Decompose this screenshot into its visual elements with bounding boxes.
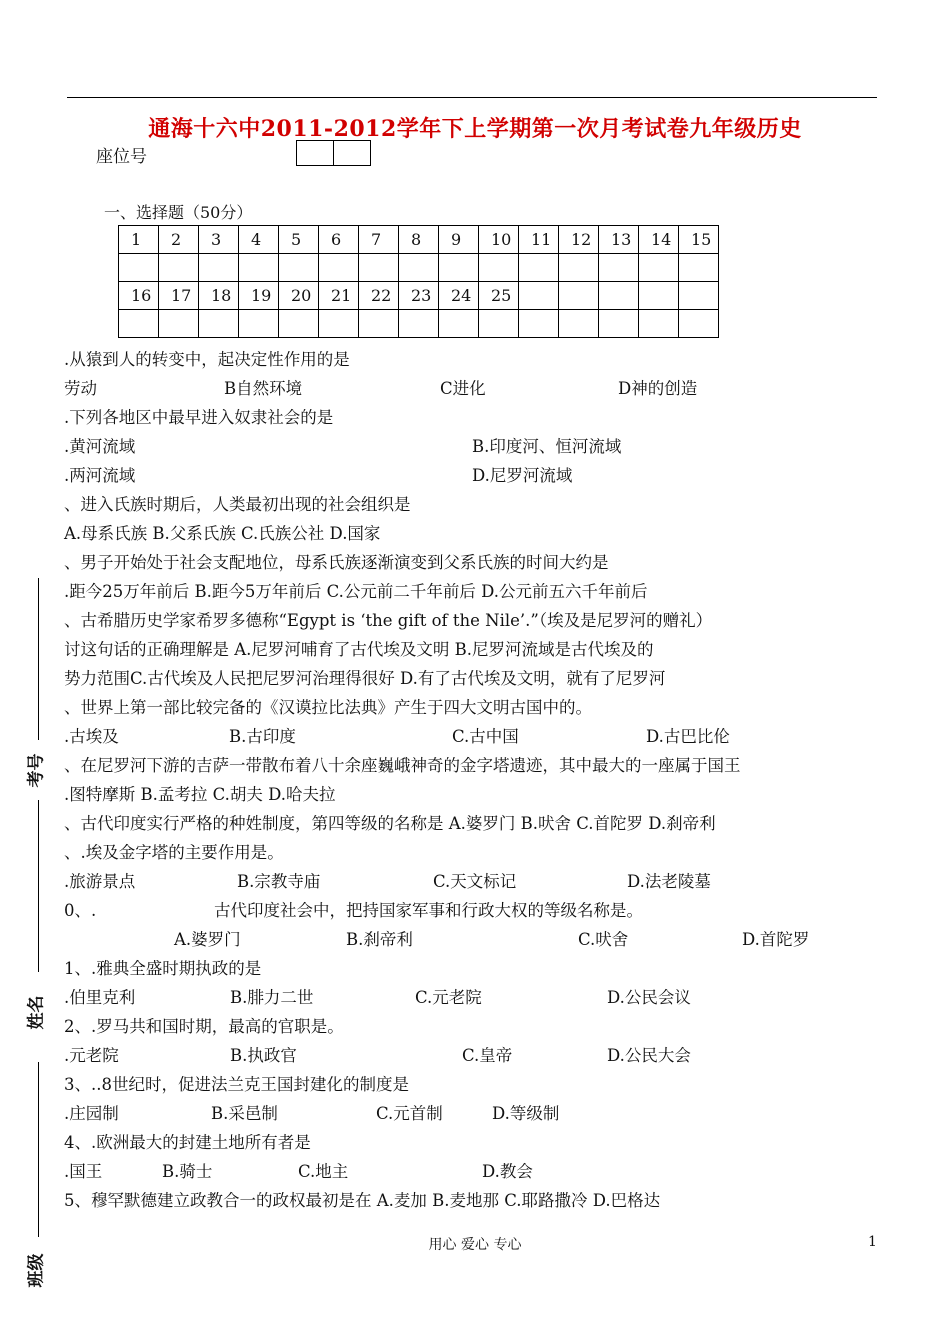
option-c: C.元首制 [376, 1104, 443, 1123]
question-7-stem: 、在尼罗河下游的吉萨一带散布着八十余座巍峨神奇的金字塔遗迹，其中最大的一座属于国王 [64, 756, 741, 775]
option-d: D.公民大会 [607, 1046, 691, 1065]
name-line [38, 800, 39, 972]
answer-cell[interactable] [519, 310, 559, 338]
section-heading: 一、选择题（50分） [104, 203, 253, 222]
class-line [38, 1062, 39, 1237]
answer-cell[interactable] [639, 254, 679, 282]
grid-cell: 21 [319, 282, 359, 310]
answer-cell[interactable] [359, 310, 399, 338]
grid-cell: 20 [279, 282, 319, 310]
option-b: B.采邑制 [211, 1104, 278, 1123]
grid-cell: 4 [239, 226, 279, 254]
answer-cell[interactable] [119, 254, 159, 282]
seat-number-label: 座位号 [96, 147, 147, 167]
option-c: C.吠舍 [578, 930, 629, 949]
grid-cell: 10 [479, 226, 519, 254]
question-1-stem: .从猿到人的转变中，起决定性作用的是 [64, 350, 350, 369]
option-a: .伯里克利 [64, 988, 136, 1007]
grid-number-row [119, 282, 719, 310]
answer-cell[interactable] [599, 254, 639, 282]
option-d: D.法老陵墓 [627, 872, 711, 891]
grid-cell: 18 [199, 282, 239, 310]
option-d: D.首陀罗 [742, 930, 810, 949]
answer-cell[interactable] [479, 310, 519, 338]
option-d: D.古巴比伦 [646, 727, 730, 746]
question-14-stem: 4、.欧洲最大的封建土地所有者是 [64, 1133, 311, 1152]
answer-cell[interactable] [159, 310, 199, 338]
answer-cell[interactable] [439, 254, 479, 282]
option-a: .元老院 [64, 1046, 119, 1065]
question-12-stem: 2、.罗马共和国时期，最高的官职是。 [64, 1017, 344, 1036]
answer-cell[interactable] [519, 254, 559, 282]
option-c: .两河流域 [64, 466, 136, 485]
option-a: .黄河流域 [64, 437, 136, 456]
answer-cell[interactable] [639, 310, 679, 338]
class-label: 班级 [26, 1253, 47, 1288]
question-2-stem: .下列各地区中最早进入奴隶社会的是 [64, 408, 334, 427]
grid-cell: 11 [519, 226, 559, 254]
answer-cell[interactable] [399, 310, 439, 338]
grid-cell [599, 282, 639, 310]
question-5-options-line2: 势力范围C.古代埃及人民把尼罗河治理得很好 D.有了古代埃及文明，就有了尼罗河 [64, 669, 666, 688]
option-b: B.宗教寺庙 [237, 872, 321, 891]
question-11-stem: 1、.雅典全盛时期执政的是 [64, 959, 262, 978]
option-b: B.执政官 [230, 1046, 297, 1065]
option-d: D神的创造 [618, 379, 698, 398]
option-b: B.刹帝利 [346, 930, 413, 949]
grid-cell: 12 [559, 226, 599, 254]
option-d: D.尼罗河流域 [472, 466, 573, 485]
seat-box[interactable] [297, 141, 333, 165]
option-a: .古埃及 [64, 727, 119, 746]
answer-cell[interactable] [679, 254, 719, 282]
question-8-stem: 、古代印度实行严格的种姓制度，第四等级的名称是 A.婆罗门 B.吠舍 C.首陀罗 D.刹帝利 [64, 814, 716, 833]
option-d: D.教会 [482, 1162, 533, 1181]
grid-cell: 22 [359, 282, 399, 310]
question-4-options: .距今25万年前后 B.距今5万年前后 C.公元前二千年前后 D.公元前五六千年前后 [64, 582, 648, 601]
grid-cell [639, 282, 679, 310]
grid-cell: 2 [159, 226, 199, 254]
grid-cell: 23 [399, 282, 439, 310]
seat-box[interactable] [333, 141, 370, 165]
question-4-stem: 、男子开始处于社会支配地位，母系氏族逐渐演变到父系氏族的时间大约是 [64, 553, 609, 572]
option-c: C.古中国 [452, 727, 519, 746]
grid-cell: 1 [119, 226, 159, 254]
answer-cell[interactable] [679, 310, 719, 338]
grid-cell: 13 [599, 226, 639, 254]
answer-grid [118, 225, 719, 338]
question-15-stem: 5、穆罕默德建立政教合一的政权最初是在 A.麦加 B.麦地那 C.耶路撒冷 D.巴格达 [64, 1191, 661, 1210]
page-number: 1 [868, 1234, 877, 1250]
answer-cell[interactable] [279, 254, 319, 282]
option-c: C.地主 [298, 1162, 349, 1181]
option-b: B.骑士 [162, 1162, 213, 1181]
question-13-stem: 3、..8世纪时，促进法兰克王国封建化的制度是 [64, 1075, 409, 1094]
answer-cell[interactable] [199, 254, 239, 282]
option-b: B.腓力二世 [230, 988, 314, 1007]
answer-cell[interactable] [359, 254, 399, 282]
question-3-stem: 、进入氏族时期后，人类最初出现的社会组织是 [64, 495, 411, 514]
grid-number-row [119, 226, 719, 254]
grid-cell: 3 [199, 226, 239, 254]
answer-cell[interactable] [239, 310, 279, 338]
answer-cell[interactable] [399, 254, 439, 282]
option-b: B.古印度 [229, 727, 296, 746]
exam-number-label: 考号 [26, 753, 47, 788]
answer-cell[interactable] [199, 310, 239, 338]
option-b: B.印度河、恒河流域 [472, 437, 622, 456]
option-d: D.公民会议 [607, 988, 691, 1007]
option-d: D.等级制 [492, 1104, 560, 1123]
answer-cell[interactable] [159, 254, 199, 282]
grid-cell: 6 [319, 226, 359, 254]
option-a: 劳动 [64, 379, 97, 398]
answer-cell[interactable] [119, 310, 159, 338]
name-label: 姓名 [26, 995, 47, 1030]
grid-cell [559, 282, 599, 310]
option-c: C进化 [440, 379, 486, 398]
question-5-stem: 、古希腊历史学家希罗多德称“Egypt is ‘the gift of the Nile’.”（埃及是尼罗河的赠礼） [64, 611, 713, 630]
header-rule [67, 97, 877, 98]
exam-number-line [38, 578, 39, 740]
grid-cell [519, 282, 559, 310]
option-c: C.元老院 [415, 988, 482, 1007]
grid-cell: 25 [479, 282, 519, 310]
answer-cell[interactable] [479, 254, 519, 282]
option-b: B自然环境 [224, 379, 303, 398]
grid-answer-row [119, 310, 719, 338]
option-a: A.婆罗门 [174, 930, 241, 949]
question-5-options-line1: 讨这句话的正确理解是 A.尼罗河哺育了古代埃及文明 B.尼罗河流域是古代埃及的 [64, 640, 654, 659]
question-10-number: 0、. [64, 901, 97, 920]
page-title: 通海十六中2011-2012学年下上学期第一次月考试卷九年级历史 [148, 116, 802, 142]
question-7-options: .图特摩斯 B.孟考拉 C.胡夫 D.哈夫拉 [64, 785, 336, 804]
answer-cell[interactable] [439, 310, 479, 338]
answer-cell[interactable] [239, 254, 279, 282]
answer-cell[interactable] [279, 310, 319, 338]
grid-cell: 19 [239, 282, 279, 310]
grid-cell: 9 [439, 226, 479, 254]
option-c: C.天文标记 [433, 872, 517, 891]
answer-cell[interactable] [319, 310, 359, 338]
question-6-stem: 、世界上第一部比较完备的《汉谟拉比法典》产生于四大文明古国中的。 [64, 698, 592, 717]
grid-cell: 7 [359, 226, 399, 254]
grid-cell: 24 [439, 282, 479, 310]
option-a: .庄园制 [64, 1104, 119, 1123]
question-9-stem: 、.埃及金字塔的主要作用是。 [64, 843, 284, 862]
answer-cell[interactable] [559, 310, 599, 338]
option-c: C.皇帝 [462, 1046, 513, 1065]
grid-cell: 8 [399, 226, 439, 254]
grid-cell: 16 [119, 282, 159, 310]
answer-cell[interactable] [599, 310, 639, 338]
grid-cell [679, 282, 719, 310]
option-a: .旅游景点 [64, 872, 136, 891]
footer-motto: 用心 爱心 专心 [428, 1237, 522, 1253]
question-3-options: A.母系氏族 B.父系氏族 C.氏族公社 D.国家 [64, 524, 381, 543]
grid-cell: 15 [679, 226, 719, 254]
option-a: .国王 [64, 1162, 103, 1181]
answer-cell[interactable] [559, 254, 599, 282]
seat-number-boxes[interactable] [296, 140, 371, 166]
grid-cell: 14 [639, 226, 679, 254]
grid-answer-row [119, 254, 719, 282]
answer-cell[interactable] [319, 254, 359, 282]
question-10-stem: 古代印度社会中，把持国家军事和行政大权的等级名称是。 [214, 901, 643, 920]
grid-cell: 5 [279, 226, 319, 254]
grid-cell: 17 [159, 282, 199, 310]
